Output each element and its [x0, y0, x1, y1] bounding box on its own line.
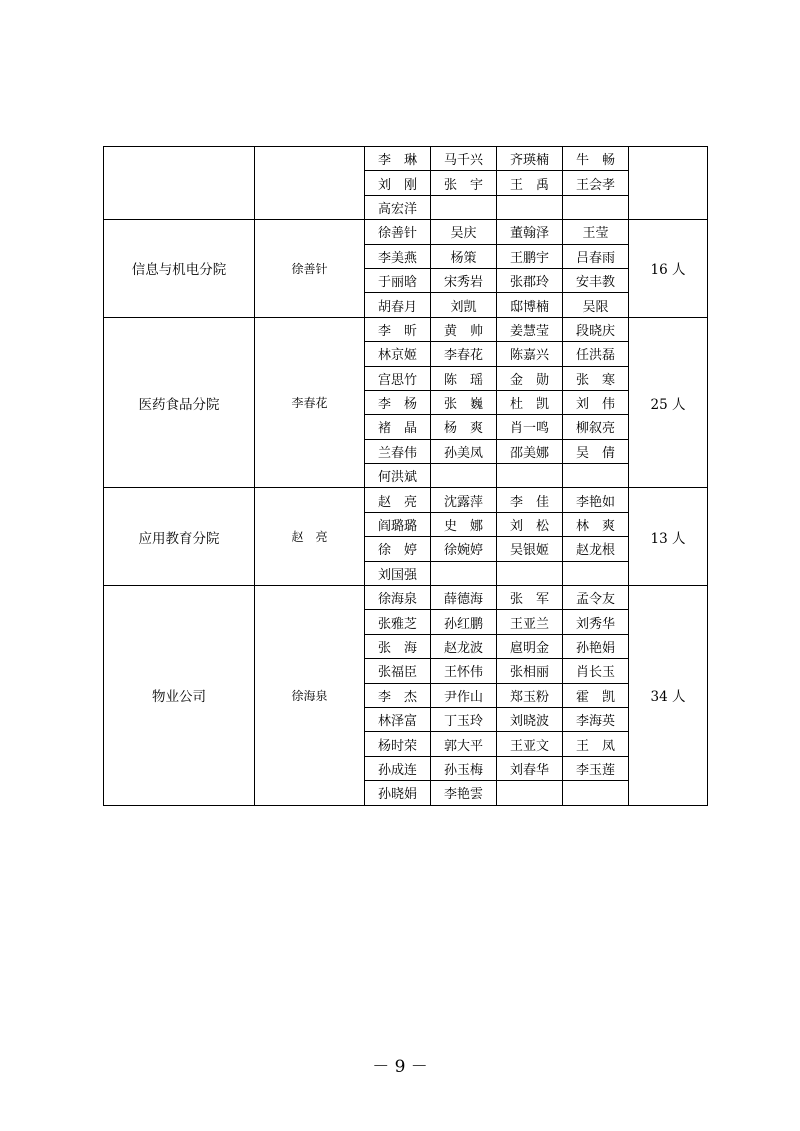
member-name-cell: 刘国强	[365, 561, 431, 585]
member-name-cell: 张 海	[365, 634, 431, 658]
member-count-cell: 13 人	[629, 488, 708, 586]
member-name-cell: 张福臣	[365, 659, 431, 683]
member-name-cell: 吴 倩	[563, 439, 629, 463]
member-name-cell: 于丽晗	[365, 268, 431, 292]
table-row	[104, 488, 708, 512]
member-name-cell: 肖长玉	[563, 659, 629, 683]
member-name-cell: 刘春华	[497, 756, 563, 780]
member-name-cell: 张 宇	[431, 171, 497, 195]
member-name-cell: 林 爽	[563, 512, 629, 536]
member-name-cell: 高宏洋	[365, 195, 431, 219]
member-name-cell: 胡春月	[365, 293, 431, 317]
leader-cell: 李春花	[255, 317, 365, 488]
member-name-cell: 姜慧莹	[497, 317, 563, 341]
page-number: － 9 －	[372, 1057, 428, 1077]
member-name-cell: 褚 晶	[365, 415, 431, 439]
table-row	[104, 220, 708, 244]
member-name-cell: 李海英	[563, 707, 629, 731]
member-name-cell	[497, 781, 563, 805]
member-count-cell: 16 人	[629, 220, 708, 318]
member-name-cell: 李 昕	[365, 317, 431, 341]
table-row	[104, 317, 708, 341]
member-name-cell: 刘 刚	[365, 171, 431, 195]
unit-name-cell: 医药食品分院	[104, 317, 255, 488]
member-name-cell: 任洪磊	[563, 342, 629, 366]
member-name-cell: 张相丽	[497, 659, 563, 683]
member-name-cell: 林泽富	[365, 707, 431, 731]
leader-cell	[255, 147, 365, 220]
member-name-cell: 兰春伟	[365, 439, 431, 463]
member-name-cell: 牛 畅	[563, 147, 629, 171]
member-name-cell: 扈明金	[497, 634, 563, 658]
member-name-cell: 杜 凯	[497, 390, 563, 414]
member-name-cell: 李 杰	[365, 683, 431, 707]
member-name-cell: 杨时荣	[365, 732, 431, 756]
member-name-cell: 孙红鹏	[431, 610, 497, 634]
member-name-cell: 赵 亮	[365, 488, 431, 512]
member-name-cell: 孙成连	[365, 756, 431, 780]
member-name-cell: 吴庆	[431, 220, 497, 244]
unit-name-cell: 物业公司	[104, 586, 255, 806]
member-name-cell: 吴银姬	[497, 537, 563, 561]
member-name-cell: 霍 凯	[563, 683, 629, 707]
member-name-cell: 李春花	[431, 342, 497, 366]
member-count-cell: 25 人	[629, 317, 708, 488]
leader-cell: 徐善针	[255, 220, 365, 318]
member-name-cell	[563, 781, 629, 805]
member-name-cell: 李玉莲	[563, 756, 629, 780]
member-name-cell: 李美燕	[365, 244, 431, 268]
member-name-cell: 刘晓波	[497, 707, 563, 731]
member-name-cell: 陈嘉兴	[497, 342, 563, 366]
member-count-cell: 34 人	[629, 586, 708, 806]
member-name-cell: 孙美凤	[431, 439, 497, 463]
member-name-cell: 沈露萍	[431, 488, 497, 512]
member-name-cell: 王怀伟	[431, 659, 497, 683]
member-name-cell: 李 杨	[365, 390, 431, 414]
member-name-cell: 王 凤	[563, 732, 629, 756]
member-name-cell: 徐 婷	[365, 537, 431, 561]
member-name-cell	[497, 561, 563, 585]
member-name-cell: 张郡玲	[497, 268, 563, 292]
member-name-cell: 赵龙波	[431, 634, 497, 658]
member-name-cell: 段晓庆	[563, 317, 629, 341]
member-name-cell: 王亚兰	[497, 610, 563, 634]
leader-cell: 赵 亮	[255, 488, 365, 586]
unit-name-cell	[104, 147, 255, 220]
member-name-cell: 黄 帅	[431, 317, 497, 341]
member-name-cell: 邵美娜	[497, 439, 563, 463]
member-name-cell: 李 琳	[365, 147, 431, 171]
member-name-cell: 何洪斌	[365, 464, 431, 488]
member-name-cell: 邸博楠	[497, 293, 563, 317]
member-name-cell: 刘凯	[431, 293, 497, 317]
member-name-cell	[497, 464, 563, 488]
member-name-cell: 王鹏宇	[497, 244, 563, 268]
member-name-cell: 史 娜	[431, 512, 497, 536]
member-name-cell: 孙艳娟	[563, 634, 629, 658]
member-name-cell: 陈 瑶	[431, 366, 497, 390]
table-body	[104, 147, 708, 806]
member-name-cell: 张 军	[497, 586, 563, 610]
member-name-cell: 郑玉粉	[497, 683, 563, 707]
member-name-cell	[497, 195, 563, 219]
member-name-cell	[563, 561, 629, 585]
member-name-cell: 宫思竹	[365, 366, 431, 390]
member-name-cell: 刘秀华	[563, 610, 629, 634]
member-name-cell: 刘 松	[497, 512, 563, 536]
member-table	[103, 146, 708, 806]
member-name-cell: 张雅芝	[365, 610, 431, 634]
member-name-cell: 阎璐璐	[365, 512, 431, 536]
member-name-cell: 张 巍	[431, 390, 497, 414]
member-name-cell: 徐善针	[365, 220, 431, 244]
member-name-cell: 李艳如	[563, 488, 629, 512]
member-name-cell: 王莹	[563, 220, 629, 244]
member-name-cell: 董翰泽	[497, 220, 563, 244]
member-name-cell: 王 禹	[497, 171, 563, 195]
unit-name-cell: 应用教育分院	[104, 488, 255, 586]
member-name-cell	[563, 195, 629, 219]
member-name-cell: 齐瑛楠	[497, 147, 563, 171]
member-name-cell: 尹作山	[431, 683, 497, 707]
member-name-cell	[431, 195, 497, 219]
member-name-cell: 马千兴	[431, 147, 497, 171]
member-name-cell: 孙玉梅	[431, 756, 497, 780]
member-name-cell: 安丰教	[563, 268, 629, 292]
member-name-cell: 柳叙亮	[563, 415, 629, 439]
member-name-cell: 孙晓娟	[365, 781, 431, 805]
member-name-cell: 宋秀岩	[431, 268, 497, 292]
member-name-cell	[431, 561, 497, 585]
unit-name-cell: 信息与机电分院	[104, 220, 255, 318]
member-name-cell: 刘 伟	[563, 390, 629, 414]
leader-cell: 徐海泉	[255, 586, 365, 806]
table-row	[104, 147, 708, 171]
member-name-cell: 杨策	[431, 244, 497, 268]
member-name-cell: 李 佳	[497, 488, 563, 512]
member-name-cell: 薛德海	[431, 586, 497, 610]
member-name-cell: 林京姬	[365, 342, 431, 366]
member-name-cell: 吕春雨	[563, 244, 629, 268]
member-count-cell	[629, 147, 708, 220]
member-name-cell: 徐婉婷	[431, 537, 497, 561]
member-name-cell	[431, 464, 497, 488]
member-name-cell: 肖一鸣	[497, 415, 563, 439]
member-name-cell: 郭大平	[431, 732, 497, 756]
member-name-cell: 王亚文	[497, 732, 563, 756]
member-name-cell: 丁玉玲	[431, 707, 497, 731]
member-name-cell	[563, 464, 629, 488]
member-name-cell: 金 勋	[497, 366, 563, 390]
member-name-cell: 张 寒	[563, 366, 629, 390]
member-name-cell: 赵龙根	[563, 537, 629, 561]
member-name-cell: 吴限	[563, 293, 629, 317]
member-name-cell: 孟令友	[563, 586, 629, 610]
member-name-cell: 王会孝	[563, 171, 629, 195]
table-row	[104, 586, 708, 610]
member-name-cell: 杨 爽	[431, 415, 497, 439]
member-name-cell: 徐海泉	[365, 586, 431, 610]
member-name-cell: 李艳雲	[431, 781, 497, 805]
